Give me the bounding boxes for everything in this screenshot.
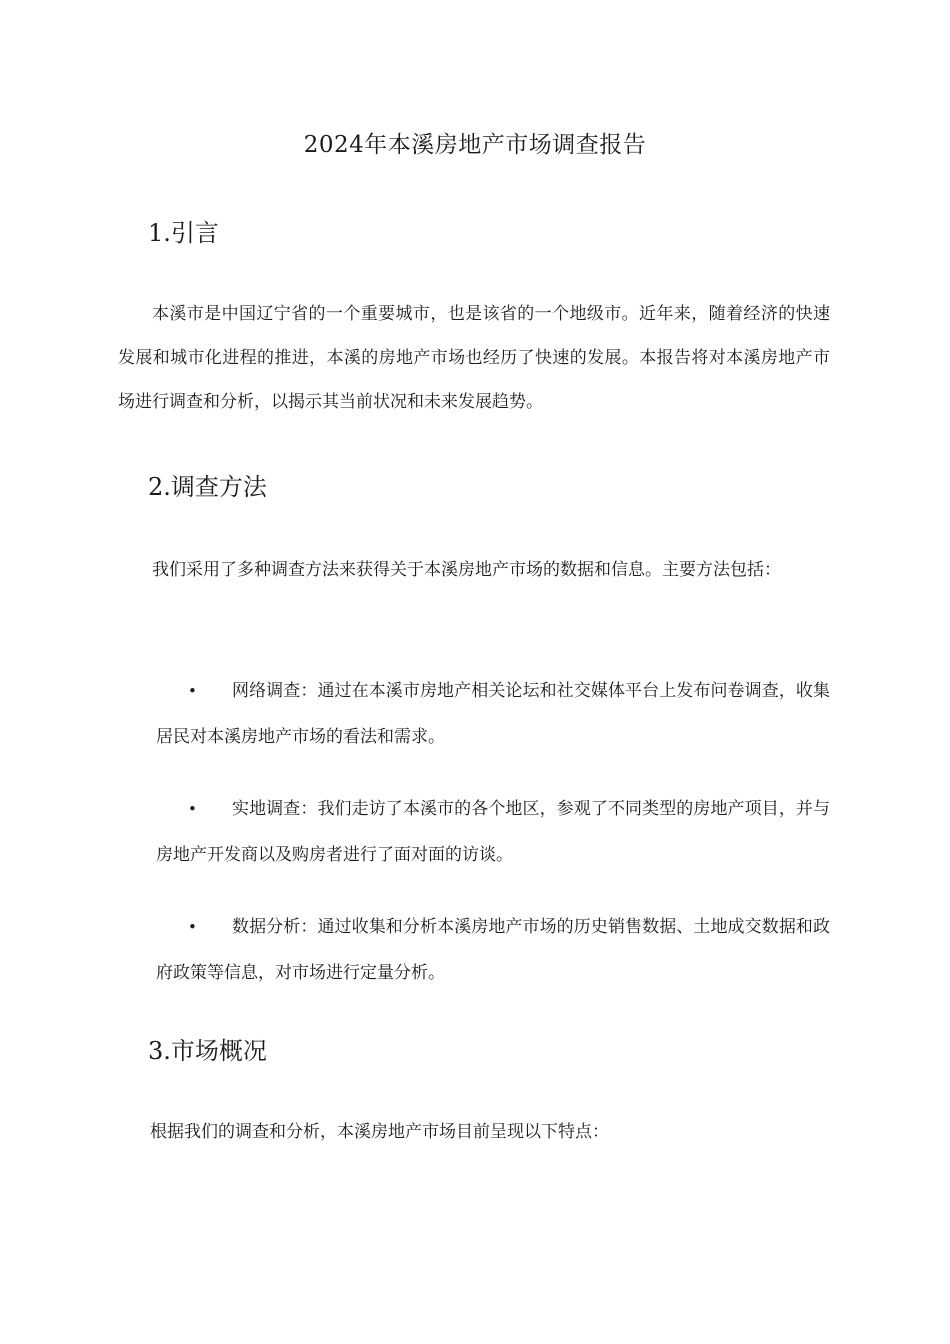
section-heading-introduction: 1.引言 [148, 219, 219, 247]
introduction-paragraph: 本溪市是中国辽宁省的一个重要城市，也是该省的一个地级市。近年来，随着经济的快速发展和城市化进程的推进，本溪的房地产市场也经历了快速的发展。本报告将对本溪房地产市场进行调查和分析，以揭示其当前状况和未来发展趋势。 [118, 304, 830, 412]
section-heading-methods: 2.调查方法 [148, 473, 267, 501]
list-item-text: 数据分析：通过收集和分析本溪房地产市场的历史销售数据、土地成交数据和政府政策等信息，对市场进行定量分析。 [156, 917, 830, 983]
bullet-icon: • [188, 682, 197, 700]
bullet-icon: • [188, 918, 197, 936]
list-item-field-survey [156, 786, 830, 878]
market-overview-paragraph: 根据我们的调查和分析，本溪房地产市场目前呈现以下特点： [150, 1122, 609, 1142]
methods-paragraph: 我们采用了多种调查方法来获得关于本溪房地产市场的数据和信息。主要方法包括： [152, 560, 781, 580]
section-heading-market-overview: 3.市场概况 [148, 1037, 267, 1065]
list-item-data-analysis [156, 904, 830, 996]
list-item-online-survey [156, 668, 830, 760]
document-title: 2024年本溪房地产市场调查报告 [303, 132, 647, 158]
bullet-icon: • [188, 800, 197, 818]
list-item-text: 网络调查：通过在本溪市房地产相关论坛和社交媒体平台上发布问卷调查，收集居民对本溪房地产市场的看法和需求。 [156, 681, 830, 747]
list-item-text: 实地调查：我们走访了本溪市的各个地区，参观了不同类型的房地产项目，并与房地产开发商以及购房者进行了面对面的访谈。 [156, 799, 830, 865]
